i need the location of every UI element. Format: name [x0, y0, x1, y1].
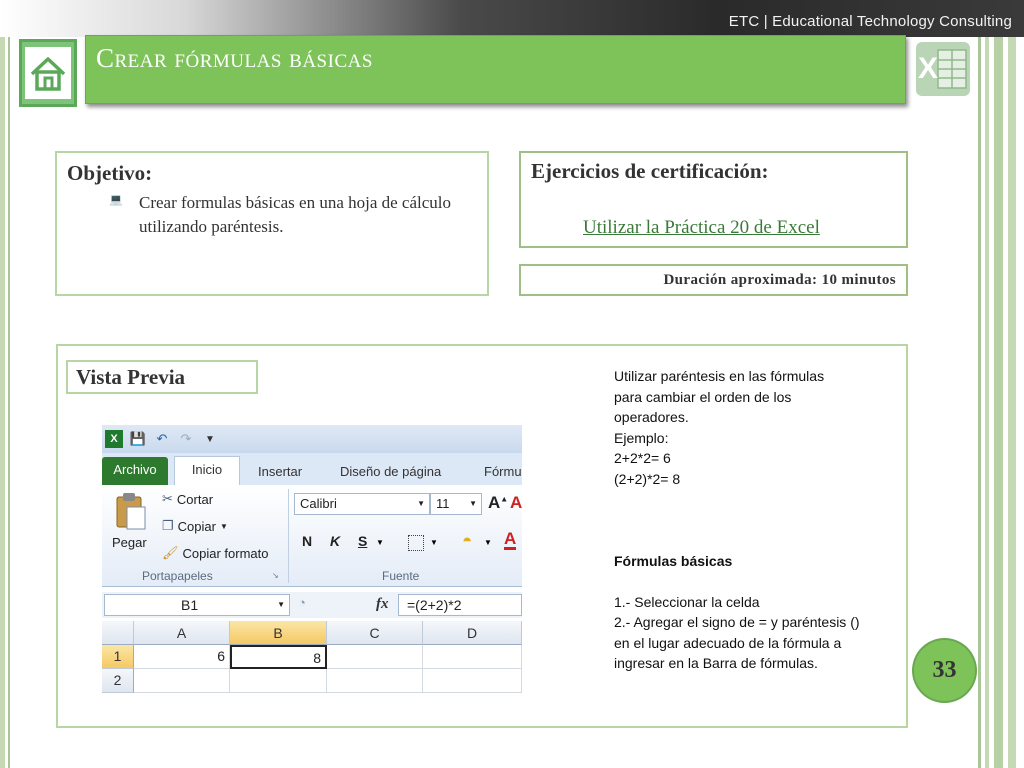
preview-label-box	[66, 360, 258, 394]
dialog-launcher-icon: ↘	[272, 571, 279, 580]
note-step: en el lugar adecuado de la fórmula a	[614, 634, 842, 651]
duration-box	[519, 264, 908, 296]
font-name: Calibri	[300, 496, 337, 511]
note-line: operadores.	[614, 409, 689, 425]
note-line: 2+2*2= 6	[614, 450, 671, 466]
right-stripe-3	[994, 37, 1003, 768]
quick-access-toolbar	[102, 425, 522, 453]
right-stripe-1	[978, 37, 981, 768]
duration-text: Duración aproximada: 10 minutos	[663, 272, 896, 288]
svg-text:X: X	[918, 52, 939, 85]
brush-icon: 🖌	[162, 545, 179, 560]
excel-app-icon: X	[105, 430, 123, 448]
font-size: 11	[436, 496, 450, 511]
page-number-badge	[914, 640, 975, 701]
select-all-corner	[102, 621, 134, 645]
customize-qat-icon: ▼	[205, 433, 215, 445]
laptop-bullet-icon: 💻	[109, 194, 123, 206]
name-box-value: B1	[181, 597, 199, 613]
grow-font-icon: A▲	[488, 493, 509, 512]
clipboard-group-label: Portapapeles	[142, 569, 213, 583]
column-header-c: C	[327, 621, 423, 645]
tab-insertar: Insertar	[258, 464, 303, 479]
note-line: para cambiar el orden de los	[614, 388, 792, 405]
left-stripe-thin	[8, 37, 10, 768]
font-color-icon: A	[510, 493, 522, 512]
format-painter-label: Copiar formato	[182, 545, 269, 561]
note-spacer	[614, 489, 904, 551]
certification-title: Ejercicios de certificación:	[531, 159, 769, 183]
row-header-1: 1	[102, 645, 134, 669]
font-name-dropdown-icon: ▼	[417, 499, 425, 508]
column-header-b: B	[230, 621, 327, 645]
page-number: 33	[932, 657, 957, 683]
practice-link[interactable]: Utilizar la Práctica 20 de Excel	[583, 217, 820, 238]
fill-dropdown-icon: ▼	[484, 538, 492, 547]
expand-handle-icon: ◔	[298, 595, 306, 610]
note-line: Utilizar paréntesis en las fórmulas	[614, 368, 825, 384]
name-box-dropdown-icon: ▼	[277, 600, 285, 609]
right-stripe-2	[985, 37, 989, 768]
borders-dropdown-icon: ▼	[430, 538, 438, 547]
font-color-2-icon: A	[504, 529, 517, 548]
note-step: 1.- Seleccionar la celda	[614, 593, 760, 610]
note-step: 2.- Agregar el signo de = y paréntesis ()	[614, 614, 860, 630]
save-icon: 💾	[129, 431, 147, 446]
borders-icon	[408, 535, 424, 551]
cell-d1	[423, 645, 522, 669]
tab-formulas: Fórmu	[484, 464, 522, 479]
copy-icon: ❐	[162, 518, 174, 533]
undo-icon: ↶	[156, 431, 168, 446]
cell-c2	[327, 669, 423, 693]
copy-label: Copiar	[177, 518, 216, 534]
ribbon	[102, 485, 522, 587]
preview-panel	[56, 344, 908, 728]
group-separator	[288, 489, 289, 583]
objective-box	[55, 151, 489, 296]
top-banner	[0, 0, 1024, 37]
left-stripe	[0, 37, 5, 768]
spreadsheet-grid	[102, 621, 522, 693]
note-line: Ejemplo:	[614, 429, 669, 446]
copy-button	[162, 518, 228, 534]
font-name-box	[294, 493, 430, 515]
column-header-d: D	[423, 621, 522, 645]
copy-dropdown-icon: ▼	[219, 521, 228, 531]
font-group-label: Fuente	[382, 569, 420, 583]
page-title: Crear fórmulas básicas	[96, 43, 373, 73]
instructions-text	[614, 366, 904, 674]
formula-bar	[102, 592, 522, 618]
scissors-icon: ✂	[162, 491, 173, 506]
formula-input: =(2+2)*2	[398, 594, 522, 616]
bold-button: N	[302, 533, 313, 549]
cut-button	[162, 491, 213, 507]
format-painter-button	[162, 545, 269, 561]
excel-logo-icon	[914, 38, 972, 100]
name-box	[104, 594, 290, 616]
underline-button: S	[358, 533, 368, 549]
brand-text: ETC | Educational Technology Consulting	[728, 13, 1012, 30]
paste-icon	[114, 491, 148, 531]
objective-title: Objetivo:	[67, 161, 153, 185]
objective-text: Crear formulas básicas en una hoja de cálculo utilizando paréntesis.	[139, 193, 452, 236]
home-icon	[28, 53, 68, 93]
redo-icon: ↷	[180, 431, 192, 446]
note-step: ingresar en la Barra de fórmulas.	[614, 655, 818, 671]
notes-heading: Fórmulas básicas	[614, 553, 733, 569]
cell-b1: 8	[230, 645, 327, 669]
column-header-a: A	[134, 621, 230, 645]
tab-archivo: Archivo	[102, 457, 168, 485]
row-header-2: 2	[102, 669, 134, 693]
font-size-dropdown-icon: ▼	[469, 499, 477, 508]
cell-a2	[134, 669, 230, 693]
cut-label: Cortar	[176, 491, 214, 507]
certification-box	[519, 151, 908, 248]
tab-diseno: Diseño de página	[340, 464, 442, 479]
cell-b2	[230, 669, 327, 693]
fx-icon: fx	[376, 596, 389, 612]
excel-screenshot	[102, 425, 522, 693]
right-stripe-4	[1008, 37, 1016, 768]
cell-a1: 6	[134, 645, 230, 669]
italic-button: K	[330, 533, 341, 549]
cell-c1	[327, 645, 423, 669]
cell-d2	[423, 669, 522, 693]
underline-dropdown-icon: ▼	[376, 538, 384, 547]
paste-label: Pegar	[112, 535, 147, 550]
fill-color-icon: ◓	[462, 531, 473, 550]
note-line: (2+2)*2= 8	[614, 470, 681, 487]
note-spacer	[614, 572, 904, 592]
ribbon-tabs	[102, 453, 522, 485]
title-bar	[85, 35, 906, 104]
tab-inicio: Inicio	[174, 456, 240, 486]
font-size-box	[430, 493, 482, 515]
preview-label: Vista Previa	[76, 365, 186, 389]
home-button[interactable]	[19, 39, 77, 107]
